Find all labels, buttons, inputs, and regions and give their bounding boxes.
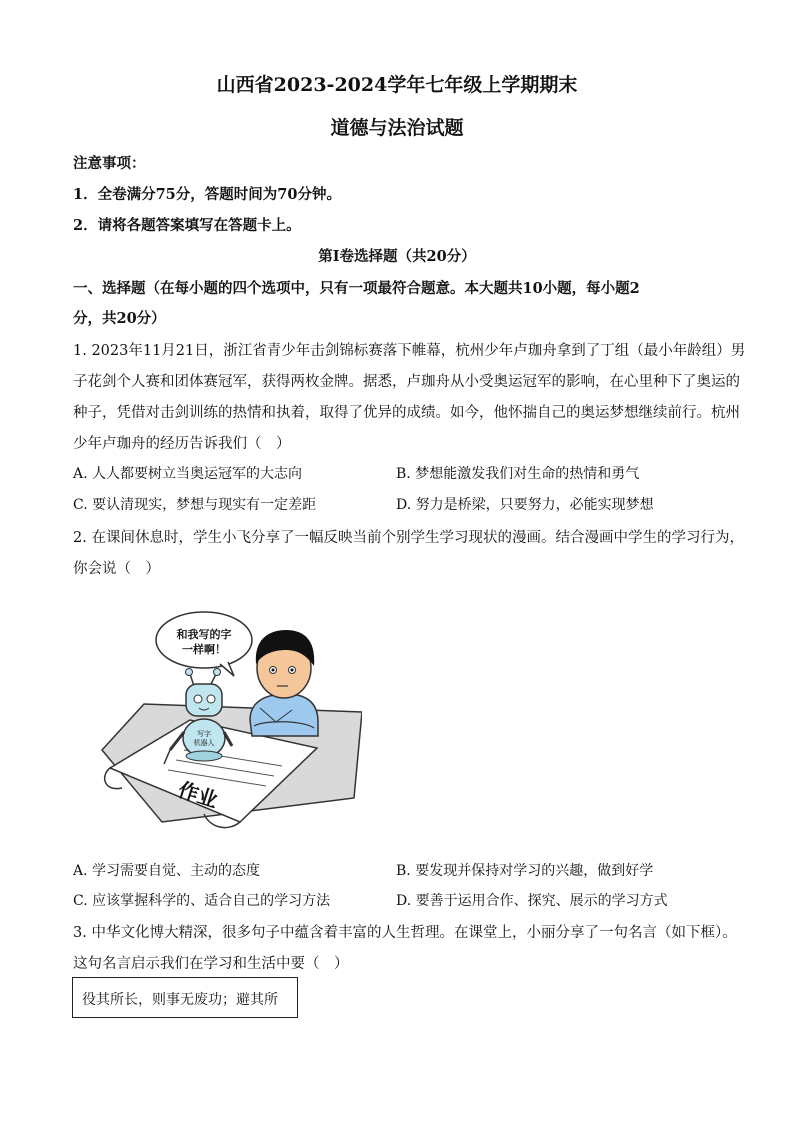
quote-text: 役其所长，则事无废功；避其所	[82, 992, 278, 1008]
question-stem-line: 这句名言启示我们在学习和生活中要（ ）	[73, 956, 349, 972]
quote-box	[72, 977, 298, 1018]
option-b: B. 梦想能激发我们对生命的热情和勇气	[396, 466, 640, 482]
robot-label: 写字	[197, 730, 211, 738]
option-d: D. 要善于运用合作、探究、展示的学习方式	[396, 893, 668, 909]
question-stem-line: 你会说（ ）	[73, 561, 160, 577]
option-a: A. 人人都要树立当奥运冠军的大志向	[73, 466, 303, 482]
question-stem-line: 子花剑个人赛和团体赛冠军，获得两枚金牌。据悉，卢珈舟从小受奥运冠军的影响，在心里种下了奥运的	[73, 374, 740, 390]
option-c: C. 要认清现实，梦想与现实有一定差距	[73, 497, 317, 513]
question-stem-line: 2. 在课间休息时，学生小飞分享了一幅反映当前个别学生学习现状的漫画。结合漫画中学生的学习行为，	[73, 530, 744, 546]
robot-label: 机器人	[193, 739, 215, 747]
notice-item: 1．全卷满分75分，答题时间为70分钟。	[73, 186, 341, 203]
comic-illustration	[92, 600, 362, 832]
boy-figure	[250, 630, 318, 736]
option-b: B. 要发现并保持对学习的兴趣，做到好学	[396, 863, 654, 879]
exam-subtitle: 道德与法治试题	[330, 117, 464, 139]
section-instruction: 一、选择题（在每小题的四个选项中，只有一项最符合题意。本大题共10小题，每小题2	[73, 280, 640, 297]
notice-heading: 注意事项：	[73, 155, 146, 172]
speech-text: 一样啊！	[182, 643, 226, 656]
question-stem-line: 少年卢珈舟的经历告诉我们（ ）	[73, 436, 291, 452]
option-a: A. 学习需要自觉、主动的态度	[73, 863, 261, 879]
question-stem-line: 种子，凭借对击剑训练的热情和执着，取得了优异的成绩。如今，他怀揣自己的奥运梦想继续前行。杭州	[73, 405, 740, 421]
exam-title: 山西省2023-2024学年七年级上学期期末	[216, 74, 578, 96]
option-c: C. 应该掌握科学的、适合自己的学习方法	[73, 893, 331, 909]
notice-item: 2．请将各题答案填写在答题卡上。	[73, 217, 301, 234]
speech-text: 和我写的字	[176, 628, 232, 641]
paper-text: 作业	[175, 777, 221, 813]
option-d: D. 努力是桥梁，只要努力，必能实现梦想	[396, 497, 654, 513]
question-stem-line: 1. 2023年11月21日，浙江省青少年击剑锦标赛落下帷幕，杭州少年卢珈舟拿到了丁组（最小年龄组）男	[73, 343, 746, 359]
section-instruction: 分，共20分）	[73, 310, 166, 327]
question-stem-line: 3. 中华文化博大精深，很多句子中蕴含着丰富的人生哲理。在课堂上，小丽分享了一句名言（如下框）。	[73, 925, 737, 941]
section-title: 第Ⅰ卷选择题（共20分）	[318, 248, 476, 265]
